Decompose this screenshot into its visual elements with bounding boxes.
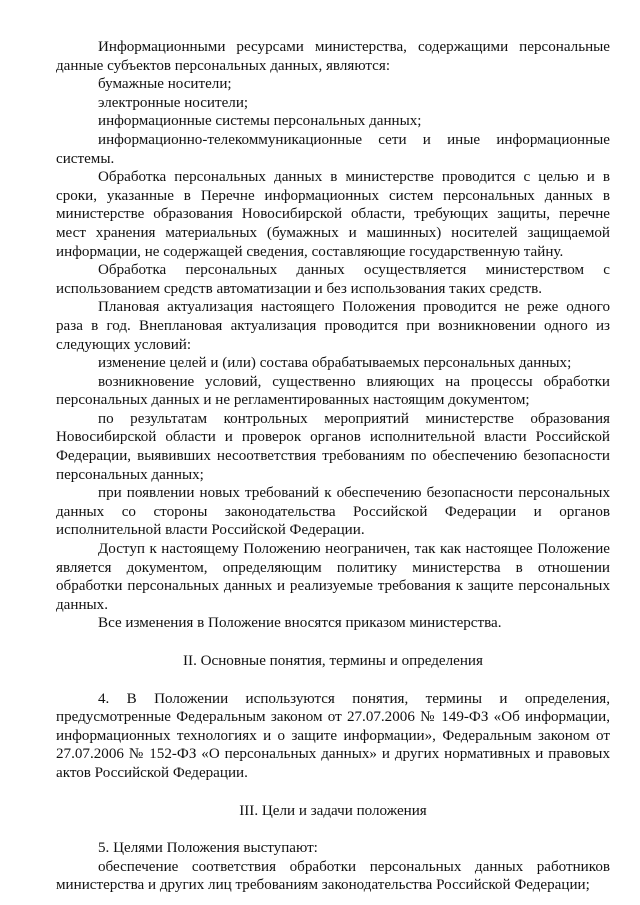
section-3-lead: 5. Целями Положения выступают:: [98, 840, 318, 857]
changes-paragraph: Все изменения в Положение вносятся приказом министерства.: [98, 615, 502, 632]
list-item: возникновение условий, существенно влияющих на процессы обработки персональных данных и не регламентированных настоящим документом;: [56, 373, 610, 409]
section-2-paragraph: 4. В Положении используются понятия, термины и определения, предусмотренные Федеральным законом от 27.07.2006 № 149-ФЗ «Об информации, информационных технологиях и о защите информации», Федеральным законом от 27.07.2006 № 152-ФЗ «О персональных данных» и других нормативных и правовых актов Российской Федерации.: [56, 690, 610, 781]
processing-paragraph: Обработка персональных данных в министерстве проводится с целью и в сроки, указанные в Перечне информационных систем персональных данных в министерстве образования Новосибирской области, требующих защиты, перечне мест хранения материальных (бумажных и машинных) носителей защищаемой информации, не содержащей сведения, составляющие государственную тайну.: [56, 169, 610, 260]
list-item: бумажные носители;: [98, 76, 232, 93]
list-item: при появлении новых требований к обеспечению безопасности персональных данных со стороны законодательства Российской Федерации и органов исполнительной власти Российской Федерации.: [56, 485, 610, 539]
access-paragraph: Доступ к настоящему Положению неограничен, так как настоящее Положение является документом, определяющим политику министерства в отношении обработки персональных данных и реализуемые требования к защите персональных данных.: [56, 541, 610, 613]
list-item: по результатам контрольных мероприятий министерстве образования Новосибирской области и проверок органов исполнительной власти Российской Федерации, выявивших несоответствия требованиям по обеспечению безопасности персональных данных;: [56, 410, 610, 483]
automation-paragraph: Обработка персональных данных осуществляется министерством с использованием средств автоматизации и без использования таких средств.: [56, 262, 610, 297]
update-paragraph: Плановая актуализация настоящего Положения проводится не реже одного раза в год. Внеплановая актуализация проводится при возникновении одного из следующих условий:: [56, 299, 610, 353]
intro-paragraph: Информационными ресурсами министерства, содержащими персональные данные субъектов персональных данных, являются:: [56, 39, 610, 74]
list-item: информационно-телекоммуникационные сети и иные информационные системы.: [56, 131, 610, 167]
list-item: изменение целей и (или) состава обрабатываемых персональных данных;: [98, 355, 572, 372]
section-3-heading: III. Цели и задачи положения: [239, 802, 427, 819]
section-2-heading: II. Основные понятия, термины и определения: [183, 653, 483, 669]
list-item: информационные системы персональных данных;: [98, 113, 422, 130]
list-item: электронные носители;: [98, 94, 249, 111]
list-item: обеспечение соответствия обработки персональных данных работников министерства и других лиц требованиям законодательства Российской Федерации;: [56, 858, 610, 894]
